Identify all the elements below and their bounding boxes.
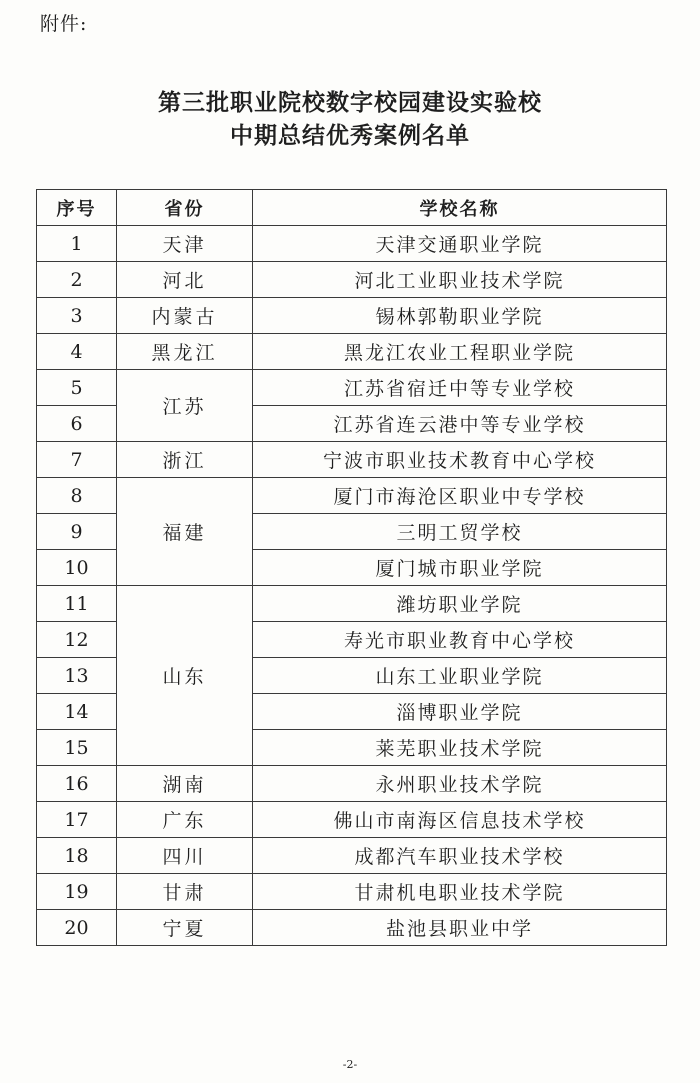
- row-school: 江苏省连云港中等专业学校: [253, 406, 667, 442]
- row-number: 3: [37, 298, 117, 334]
- row-school: 莱芜职业技术学院: [253, 730, 667, 766]
- row-province: 河北: [117, 262, 253, 298]
- row-number: 20: [37, 910, 117, 946]
- row-school: 黑龙江农业工程职业学院: [253, 334, 667, 370]
- table-row: [37, 298, 667, 334]
- row-school: 成都汽车职业技术学校: [253, 838, 667, 874]
- row-school: 永州职业技术学院: [253, 766, 667, 802]
- row-number: 9: [37, 514, 117, 550]
- table-row: [37, 910, 667, 946]
- page-number: -2-: [342, 1058, 358, 1071]
- table-row: [37, 262, 667, 298]
- row-number: 11: [37, 586, 117, 622]
- row-province: 天津: [117, 226, 253, 262]
- row-school: 甘肃机电职业技术学院: [253, 874, 667, 910]
- table-header-row: [37, 190, 667, 226]
- row-province: 广东: [117, 802, 253, 838]
- row-number: 6: [37, 406, 117, 442]
- table-row: [37, 478, 667, 514]
- row-number: 17: [37, 802, 117, 838]
- document-title-line-1: 第三批职业院校数字校园建设实验校: [158, 90, 542, 116]
- row-province: 江苏: [117, 370, 253, 442]
- row-province: 宁夏: [117, 910, 253, 946]
- row-number: 2: [37, 262, 117, 298]
- row-school: 三明工贸学校: [253, 514, 667, 550]
- table-row: [37, 802, 667, 838]
- header-school: 学校名称: [253, 190, 667, 226]
- row-number: 5: [37, 370, 117, 406]
- row-school: 锡林郭勒职业学院: [253, 298, 667, 334]
- row-school: 宁波市职业技术教育中心学校: [253, 442, 667, 478]
- row-school: 厦门市海沧区职业中专学校: [253, 478, 667, 514]
- header-number: 序号: [37, 190, 117, 226]
- row-school: 佛山市南海区信息技术学校: [253, 802, 667, 838]
- row-number: 13: [37, 658, 117, 694]
- row-province: 内蒙古: [117, 298, 253, 334]
- table-row: [37, 874, 667, 910]
- row-number: 15: [37, 730, 117, 766]
- row-number: 1: [37, 226, 117, 262]
- case-list-table: [36, 189, 667, 946]
- table-row: [37, 442, 667, 478]
- table-row: [37, 766, 667, 802]
- row-school: 河北工业职业技术学院: [253, 262, 667, 298]
- row-number: 16: [37, 766, 117, 802]
- row-number: 12: [37, 622, 117, 658]
- table-row: [37, 370, 667, 406]
- row-number: 18: [37, 838, 117, 874]
- row-school: 寿光市职业教育中心学校: [253, 622, 667, 658]
- row-school: 潍坊职业学院: [253, 586, 667, 622]
- table-row: [37, 334, 667, 370]
- row-number: 10: [37, 550, 117, 586]
- row-number: 19: [37, 874, 117, 910]
- row-province: 黑龙江: [117, 334, 253, 370]
- row-province: 浙江: [117, 442, 253, 478]
- header-province: 省份: [117, 190, 253, 226]
- table-row: [37, 226, 667, 262]
- table-row: [37, 838, 667, 874]
- row-province: 福建: [117, 478, 253, 586]
- row-province: 湖南: [117, 766, 253, 802]
- row-province: 甘肃: [117, 874, 253, 910]
- document-title-line-2: 中期总结优秀案例名单: [230, 123, 470, 149]
- table-row: [37, 586, 667, 622]
- row-number: 4: [37, 334, 117, 370]
- row-school: 山东工业职业学院: [253, 658, 667, 694]
- row-school: 江苏省宿迁中等专业学校: [253, 370, 667, 406]
- row-number: 7: [37, 442, 117, 478]
- row-number: 8: [37, 478, 117, 514]
- row-province: 山东: [117, 586, 253, 766]
- row-school: 厦门城市职业学院: [253, 550, 667, 586]
- row-school: 盐池县职业中学: [253, 910, 667, 946]
- row-number: 14: [37, 694, 117, 730]
- row-province: 四川: [117, 838, 253, 874]
- row-school: 天津交通职业学院: [253, 226, 667, 262]
- row-school: 淄博职业学院: [253, 694, 667, 730]
- attachment-label: 附件:: [40, 13, 88, 35]
